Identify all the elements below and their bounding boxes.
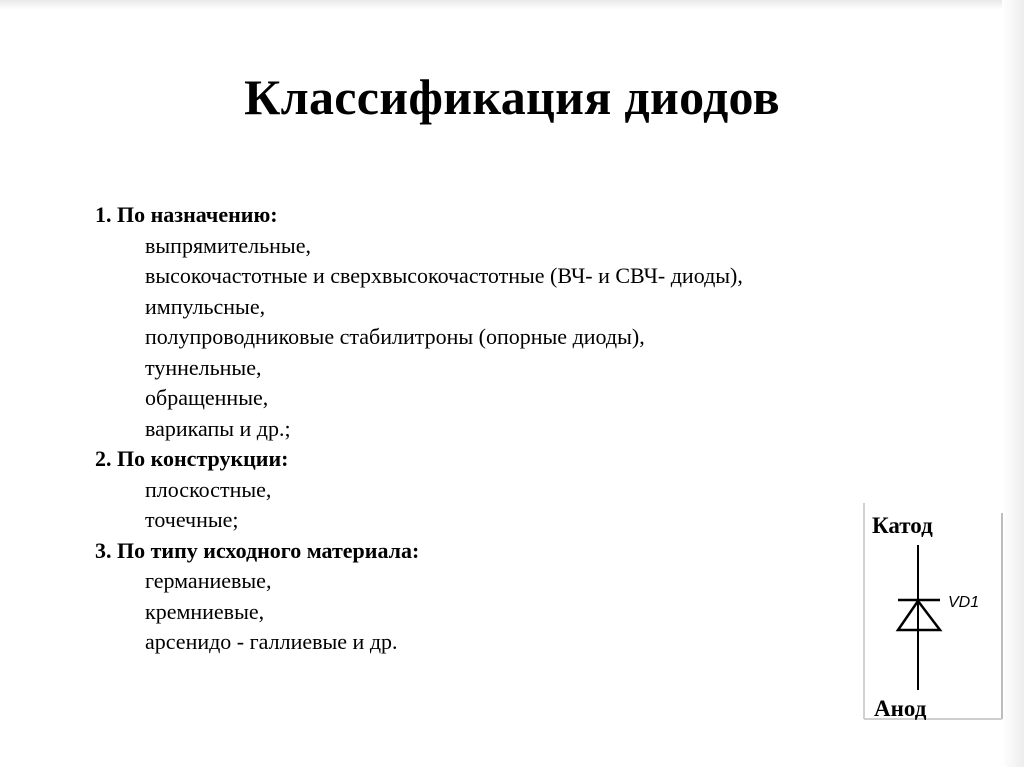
section-material	[95, 536, 743, 658]
anode-label: Анод	[874, 696, 927, 721]
diode-symbol-svg	[862, 503, 1012, 733]
list-item: импульсные,	[145, 293, 266, 319]
section-title: 2. По конструкции:	[95, 446, 289, 471]
classification-list	[95, 200, 743, 658]
list-item: германиевые,	[145, 568, 272, 593]
list-item: варикапы и др.;	[145, 415, 291, 441]
list-item: высокочастотные и сверхвысокочастотные (ВЧ- и СВЧ- диоды),	[145, 263, 743, 288]
designator-label: VD1	[948, 594, 980, 611]
slide-top-border	[0, 0, 1024, 10]
diode-symbol-diagram	[862, 503, 1012, 733]
list-item: кремниевые,	[145, 598, 265, 624]
list-item: обращенные,	[145, 385, 269, 410]
list-item: туннельные,	[145, 354, 262, 380]
list-item: выпрямительные,	[145, 232, 311, 258]
section-construction	[95, 444, 743, 536]
cathode-label: Катод	[872, 513, 933, 538]
section-title: 1. По назначению:	[95, 202, 278, 227]
section-purpose	[95, 200, 743, 444]
list-item: арсенидо - галлиевые и др.	[145, 629, 398, 654]
list-item: полупроводниковые стабилитроны (опорные диоды),	[145, 324, 645, 349]
section-title: 3. По типу исходного материала:	[95, 537, 420, 563]
list-item: точечные;	[145, 507, 239, 532]
list-item: плоскостные,	[145, 476, 272, 502]
slide-title: Классификация диодов	[244, 69, 780, 125]
